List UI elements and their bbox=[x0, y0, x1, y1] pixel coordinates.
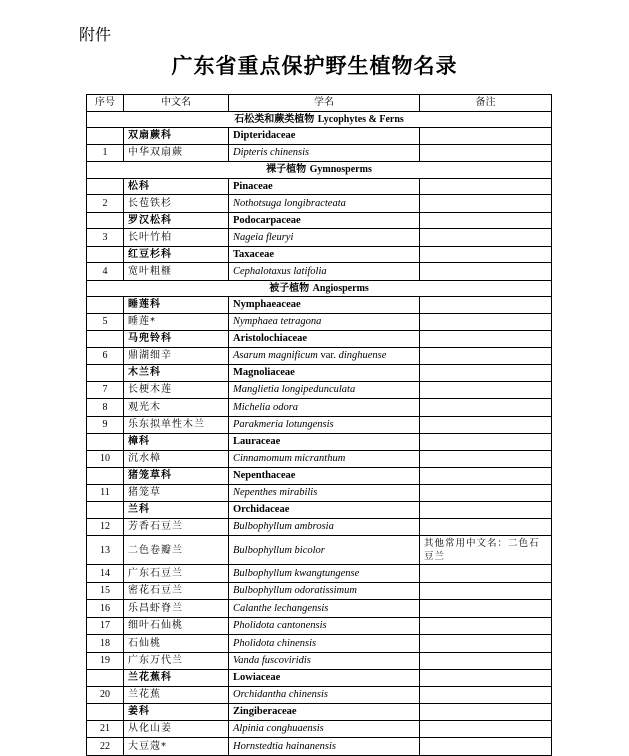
species-remarks bbox=[420, 144, 552, 162]
family-remarks-cell bbox=[420, 212, 552, 229]
group-header-row bbox=[87, 111, 552, 128]
scientific-name-text: Pholidota chinensis bbox=[233, 637, 317, 649]
family-no-cell bbox=[87, 297, 124, 314]
species-remarks bbox=[420, 229, 552, 247]
family-remarks-cell bbox=[420, 502, 552, 519]
family-remarks-cell bbox=[420, 297, 552, 314]
family-chinese-name: 睡莲科 bbox=[124, 297, 229, 314]
species-number: 21 bbox=[87, 720, 124, 738]
scientific-name-text: Bulbophyllum odoratissimum bbox=[233, 585, 357, 596]
scientific-name-text: Cinnamomum micranthum bbox=[233, 453, 346, 464]
species-row bbox=[87, 600, 552, 618]
scientific-name-text: Orchidantha chinensis bbox=[233, 689, 328, 700]
species-row bbox=[87, 313, 552, 331]
family-remarks-cell bbox=[420, 331, 552, 348]
col-header-remarks: 备注 bbox=[420, 95, 552, 112]
species-scientific-name bbox=[229, 313, 420, 331]
species-remarks bbox=[420, 484, 552, 502]
species-number: 14 bbox=[87, 565, 124, 583]
scientific-name-text: Cephalotaxus latifolia bbox=[233, 265, 327, 277]
species-number: 3 bbox=[87, 229, 124, 247]
col-header-scientific-name: 学名 bbox=[229, 95, 420, 112]
species-remarks bbox=[420, 600, 552, 618]
scientific-name-text: Parakmeria lotungensis bbox=[233, 419, 334, 430]
scientific-name-text: Bulbophyllum kwangtungense bbox=[233, 567, 360, 579]
family-row bbox=[87, 468, 552, 485]
scientific-name-text: Pholidota cantonensis bbox=[233, 620, 327, 631]
species-chinese-name: 宽叶粗榧 bbox=[124, 263, 229, 281]
species-remarks bbox=[420, 518, 552, 536]
group-english-name: Lycophytes & Ferns bbox=[317, 113, 404, 125]
family-no-cell bbox=[87, 434, 124, 451]
species-chinese-name: 二色卷瓣兰 bbox=[124, 536, 229, 565]
species-number: 6 bbox=[87, 347, 124, 365]
group-header-row bbox=[87, 280, 552, 297]
species-chinese-name: 沉水樟 bbox=[124, 450, 229, 468]
species-remarks bbox=[420, 565, 552, 583]
group-english-name: Gymnosperms bbox=[309, 164, 372, 175]
family-chinese-name: 罗汉松科 bbox=[124, 212, 229, 229]
species-remarks bbox=[420, 582, 552, 600]
species-number: 12 bbox=[87, 518, 124, 536]
scientific-name-text: Dipteris chinensis bbox=[233, 147, 310, 158]
species-scientific-name bbox=[229, 565, 420, 583]
species-remarks bbox=[420, 635, 552, 653]
species-remarks bbox=[420, 381, 552, 399]
family-chinese-name: 木兰科 bbox=[124, 365, 229, 382]
species-chinese-name: 从化山姜 bbox=[124, 720, 229, 738]
species-row bbox=[87, 399, 552, 417]
group-header-cell bbox=[87, 162, 552, 179]
family-chinese-name: 樟科 bbox=[124, 434, 229, 451]
family-row bbox=[87, 704, 552, 721]
family-no-cell bbox=[87, 468, 124, 485]
family-row bbox=[87, 434, 552, 451]
species-number: 13 bbox=[87, 536, 124, 565]
family-remarks-cell bbox=[420, 704, 552, 721]
family-remarks-cell bbox=[420, 468, 552, 485]
species-scientific-name bbox=[229, 144, 420, 162]
group-header-cell bbox=[87, 280, 552, 297]
family-no-cell bbox=[87, 212, 124, 229]
species-scientific-name bbox=[229, 635, 420, 653]
family-remarks-cell bbox=[420, 128, 552, 145]
scientific-name-text: Michelia odora bbox=[233, 401, 299, 413]
family-row bbox=[87, 331, 552, 348]
scientific-name-text: Asarum magnificum bbox=[233, 350, 318, 361]
group-header-cell bbox=[87, 111, 552, 128]
family-scientific-name: Lauraceae bbox=[229, 434, 420, 451]
species-scientific-name bbox=[229, 600, 420, 618]
scientific-name-text: Hornstedtia hainanensis bbox=[233, 740, 336, 752]
species-remarks bbox=[420, 617, 552, 635]
family-scientific-name: Nepenthaceae bbox=[229, 468, 420, 485]
scientific-name-text: Nageia fleuryi bbox=[233, 231, 294, 243]
family-chinese-name: 双扇蕨科 bbox=[124, 128, 229, 145]
species-scientific-name bbox=[229, 720, 420, 738]
species-number: 10 bbox=[87, 450, 124, 468]
table-body bbox=[87, 111, 552, 755]
species-chinese-name: 广东万代兰 bbox=[124, 652, 229, 670]
species-number: 7 bbox=[87, 381, 124, 399]
family-scientific-name: Pinaceae bbox=[229, 178, 420, 195]
page-title: 广东省重点保护野生植物名录 bbox=[171, 53, 458, 78]
species-row bbox=[87, 536, 552, 565]
scientific-name-text: Nepenthes mirabilis bbox=[233, 487, 318, 498]
family-row bbox=[87, 297, 552, 314]
species-chinese-name: 长叶竹柏 bbox=[124, 229, 229, 247]
species-chinese-name: 乐昌虾脊兰 bbox=[124, 600, 229, 618]
group-english-name: Angiosperms bbox=[312, 282, 369, 294]
species-number: 19 bbox=[87, 652, 124, 670]
species-scientific-name bbox=[229, 518, 420, 536]
species-row bbox=[87, 416, 552, 434]
species-chinese-name: 细叶石仙桃 bbox=[124, 617, 229, 635]
species-row bbox=[87, 229, 552, 247]
species-number: 22 bbox=[87, 738, 124, 756]
species-remarks bbox=[420, 686, 552, 704]
species-remarks bbox=[420, 399, 552, 417]
scientific-name-text: Bulbophyllum bicolor bbox=[233, 544, 325, 556]
species-number: 9 bbox=[87, 416, 124, 434]
species-row bbox=[87, 450, 552, 468]
family-scientific-name: Lowiaceae bbox=[229, 670, 420, 687]
family-row bbox=[87, 212, 552, 229]
species-row bbox=[87, 738, 552, 756]
family-scientific-name: Orchidaceae bbox=[229, 502, 420, 519]
species-row bbox=[87, 652, 552, 670]
species-number: 2 bbox=[87, 195, 124, 213]
species-table bbox=[86, 94, 552, 756]
scientific-name-variety: dinghuense bbox=[338, 350, 387, 361]
family-row bbox=[87, 128, 552, 145]
family-no-cell bbox=[87, 704, 124, 721]
species-chinese-name: 密花石豆兰 bbox=[124, 582, 229, 600]
family-no-cell bbox=[87, 246, 124, 263]
family-scientific-name: Podocarpaceae bbox=[229, 212, 420, 229]
family-no-cell bbox=[87, 670, 124, 687]
group-chinese-name: 裸子植物 bbox=[266, 164, 307, 175]
species-chinese-name: 长苞铁杉 bbox=[124, 195, 229, 213]
family-no-cell bbox=[87, 128, 124, 145]
species-scientific-name bbox=[229, 617, 420, 635]
species-remarks bbox=[420, 738, 552, 756]
species-number: 1 bbox=[87, 144, 124, 162]
species-remarks: 其他常用中文名：二色石豆兰 bbox=[420, 536, 552, 565]
species-number: 17 bbox=[87, 617, 124, 635]
scientific-name-text: Nymphaea tetragona bbox=[233, 316, 322, 327]
family-no-cell bbox=[87, 365, 124, 382]
family-remarks-cell bbox=[420, 178, 552, 195]
scientific-name-text: Nothotsuga longibracteata bbox=[233, 197, 346, 209]
species-chinese-name: 猪笼草 bbox=[124, 484, 229, 502]
species-remarks bbox=[420, 450, 552, 468]
family-scientific-name: Nymphaeaceae bbox=[229, 297, 420, 314]
species-row bbox=[87, 484, 552, 502]
scientific-name-text: Calanthe lechangensis bbox=[233, 602, 329, 614]
family-no-cell bbox=[87, 502, 124, 519]
species-remarks bbox=[420, 347, 552, 365]
family-row bbox=[87, 246, 552, 263]
species-remarks bbox=[420, 652, 552, 670]
family-scientific-name: Zingiberaceae bbox=[229, 704, 420, 721]
family-scientific-name: Magnoliaceae bbox=[229, 365, 420, 382]
species-scientific-name bbox=[229, 416, 420, 434]
family-row bbox=[87, 365, 552, 382]
species-number: 18 bbox=[87, 635, 124, 653]
species-scientific-name bbox=[229, 652, 420, 670]
species-row bbox=[87, 582, 552, 600]
species-number: 11 bbox=[87, 484, 124, 502]
species-row bbox=[87, 144, 552, 162]
scientific-name-text: Manglietia longipedunculata bbox=[233, 384, 356, 395]
group-header-row bbox=[87, 162, 552, 179]
species-chinese-name: 睡莲* bbox=[124, 313, 229, 331]
family-remarks-cell bbox=[420, 365, 552, 382]
species-chinese-name: 鼎湖细辛 bbox=[124, 347, 229, 365]
species-chinese-name: 广东石豆兰 bbox=[124, 565, 229, 583]
species-chinese-name: 兰花蕉 bbox=[124, 686, 229, 704]
species-row bbox=[87, 617, 552, 635]
family-chinese-name: 猪笼草科 bbox=[124, 468, 229, 485]
species-number: 4 bbox=[87, 263, 124, 281]
species-chinese-name: 中华双扇蕨 bbox=[124, 144, 229, 162]
col-header-chinese-name: 中文名 bbox=[124, 95, 229, 112]
family-remarks-cell bbox=[420, 246, 552, 263]
species-row bbox=[87, 381, 552, 399]
species-chinese-name: 芳香石豆兰 bbox=[124, 518, 229, 536]
species-scientific-name bbox=[229, 229, 420, 247]
col-header-no: 序号 bbox=[87, 95, 124, 112]
scientific-name-text: Bulbophyllum ambrosia bbox=[233, 521, 334, 532]
family-scientific-name: Aristolochiaceae bbox=[229, 331, 420, 348]
species-remarks bbox=[420, 313, 552, 331]
species-number: 15 bbox=[87, 582, 124, 600]
family-chinese-name: 松科 bbox=[124, 178, 229, 195]
family-scientific-name: Taxaceae bbox=[229, 246, 420, 263]
scientific-name-text: Alpinia conghuaensis bbox=[233, 723, 324, 734]
species-number: 5 bbox=[87, 313, 124, 331]
species-row bbox=[87, 347, 552, 365]
family-row bbox=[87, 502, 552, 519]
species-row bbox=[87, 720, 552, 738]
species-number: 16 bbox=[87, 600, 124, 618]
family-chinese-name: 姜科 bbox=[124, 704, 229, 721]
species-row bbox=[87, 635, 552, 653]
family-remarks-cell bbox=[420, 670, 552, 687]
species-scientific-name bbox=[229, 263, 420, 281]
species-scientific-name bbox=[229, 484, 420, 502]
species-scientific-name bbox=[229, 686, 420, 704]
species-chinese-name: 大豆蔻* bbox=[124, 738, 229, 756]
family-remarks-cell bbox=[420, 434, 552, 451]
species-scientific-name bbox=[229, 738, 420, 756]
table-header-row bbox=[87, 95, 552, 112]
species-scientific-name bbox=[229, 536, 420, 565]
species-remarks bbox=[420, 416, 552, 434]
family-chinese-name: 红豆杉科 bbox=[124, 246, 229, 263]
family-chinese-name: 兰科 bbox=[124, 502, 229, 519]
species-row bbox=[87, 518, 552, 536]
scientific-name-rank: var. bbox=[317, 350, 339, 361]
species-chinese-name: 乐东拟单性木兰 bbox=[124, 416, 229, 434]
family-row bbox=[87, 670, 552, 687]
family-chinese-name: 兰花蕉科 bbox=[124, 670, 229, 687]
species-remarks bbox=[420, 720, 552, 738]
species-scientific-name bbox=[229, 195, 420, 213]
species-chinese-name: 观光木 bbox=[124, 399, 229, 417]
species-scientific-name bbox=[229, 347, 420, 365]
attachment-label: 附件 bbox=[79, 25, 112, 44]
family-no-cell bbox=[87, 331, 124, 348]
species-number: 20 bbox=[87, 686, 124, 704]
species-chinese-name: 石仙桃 bbox=[124, 635, 229, 653]
group-chinese-name: 被子植物 bbox=[269, 282, 310, 294]
scientific-name-text: Vanda fuscoviridis bbox=[233, 655, 311, 666]
family-no-cell bbox=[87, 178, 124, 195]
species-row bbox=[87, 686, 552, 704]
family-row bbox=[87, 178, 552, 195]
species-scientific-name bbox=[229, 399, 420, 417]
species-row bbox=[87, 263, 552, 281]
species-remarks bbox=[420, 263, 552, 281]
species-number: 8 bbox=[87, 399, 124, 417]
family-chinese-name: 马兜铃科 bbox=[124, 331, 229, 348]
species-row bbox=[87, 565, 552, 583]
species-scientific-name bbox=[229, 582, 420, 600]
species-scientific-name bbox=[229, 381, 420, 399]
species-row bbox=[87, 195, 552, 213]
group-chinese-name: 石松类和蕨类植物 bbox=[234, 113, 315, 125]
family-scientific-name: Dipteridaceae bbox=[229, 128, 420, 145]
species-scientific-name bbox=[229, 450, 420, 468]
species-chinese-name: 长梗木莲 bbox=[124, 381, 229, 399]
species-remarks bbox=[420, 195, 552, 213]
